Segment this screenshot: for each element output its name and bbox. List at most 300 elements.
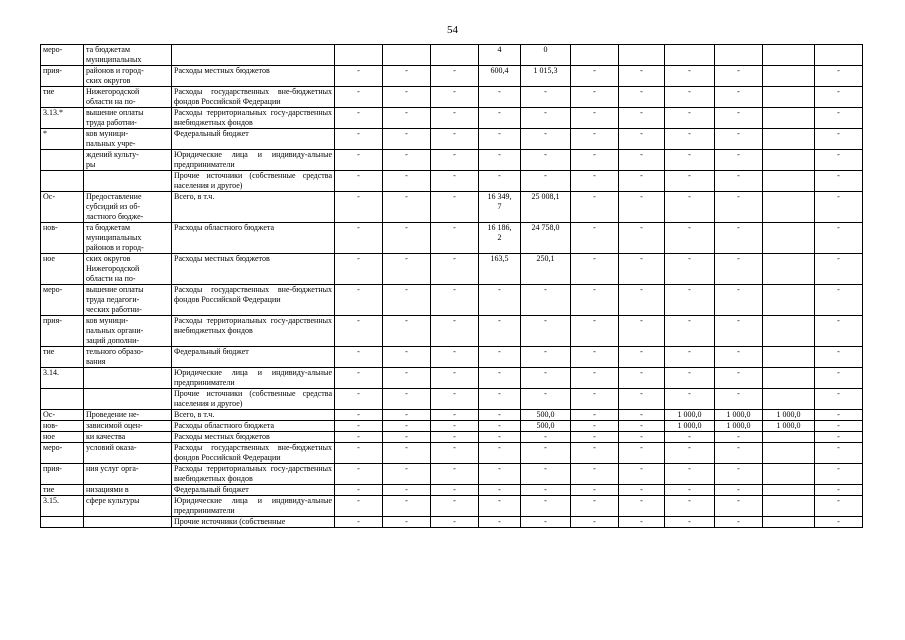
value-cell [521, 171, 571, 192]
value-cell [335, 66, 383, 87]
cell-line: - [593, 496, 596, 505]
value-cell [431, 347, 479, 368]
measure-title-cell [84, 129, 172, 150]
value-cell [815, 171, 863, 192]
cell-line: районов и город- [86, 66, 144, 75]
value-cell [571, 66, 619, 87]
cell-line: Проведение не- [86, 410, 140, 419]
cell-line: - [593, 517, 596, 526]
cell-line: - [837, 192, 840, 201]
cell-line: - [837, 517, 840, 526]
value-cell [479, 485, 521, 496]
cell-line: та бюджетам [86, 45, 131, 54]
value-cell [479, 517, 521, 528]
value-cell [665, 150, 715, 171]
funding-source-cell: Расходы государственных вне-бюджетных фондов Российской Федерации [172, 443, 335, 464]
value-cell [763, 45, 815, 66]
value-cell [479, 316, 521, 347]
cell-line: - [453, 464, 456, 473]
table-row [41, 421, 863, 432]
cell-line: - [453, 421, 456, 430]
value-cell [619, 389, 665, 410]
cell-line: - [498, 496, 501, 505]
value-cell [715, 347, 763, 368]
value-cell [665, 443, 715, 464]
cell-line: - [688, 485, 691, 494]
value-cell [763, 410, 815, 421]
cell-line: вания [86, 357, 106, 366]
value-cell [665, 45, 715, 66]
value-cell [431, 368, 479, 389]
table-row [41, 192, 863, 223]
value-cell [521, 223, 571, 254]
funding-source-cell: Расходы территориальных госу-дарственных внебюджетных фондов [172, 316, 335, 347]
measure-title-cell [84, 443, 172, 464]
cell-line: - [544, 316, 547, 325]
cell-line: - [593, 464, 596, 473]
cell-line: - [593, 285, 596, 294]
value-cell [815, 432, 863, 443]
value-cell [715, 45, 763, 66]
value-cell [815, 108, 863, 129]
value-cell [815, 223, 863, 254]
cell-line: - [737, 347, 740, 356]
value-cell [763, 316, 815, 347]
cell-line: 500,0 [536, 421, 555, 430]
cell-line: 1 000,0 [677, 410, 702, 419]
value-cell [815, 129, 863, 150]
value-cell [571, 517, 619, 528]
value-cell [431, 108, 479, 129]
cell-line: - [405, 389, 408, 398]
cell-line: - [405, 129, 408, 138]
funding-source-cell: Расходы областного бюджета [172, 421, 335, 432]
cell-line: - [405, 368, 408, 377]
cell-line: 600,4 [490, 66, 509, 75]
cell-line: - [357, 316, 360, 325]
value-cell [571, 368, 619, 389]
cell-line: - [688, 347, 691, 356]
cell-line: нов- [43, 223, 58, 232]
value-cell [383, 45, 431, 66]
cell-line: ки качества [86, 432, 126, 441]
cell-line: - [357, 347, 360, 356]
measure-title-cell [84, 389, 172, 410]
cell-line: - [837, 129, 840, 138]
value-cell [521, 443, 571, 464]
cell-line: - [593, 171, 596, 180]
value-cell [715, 285, 763, 316]
cell-line: - [688, 66, 691, 75]
cell-line: 24 758,0 [531, 223, 560, 232]
cell-line: - [453, 192, 456, 201]
value-cell [431, 150, 479, 171]
value-cell [335, 192, 383, 223]
cell-line: - [544, 389, 547, 398]
cell-line: - [640, 389, 643, 398]
cell-line: - [737, 368, 740, 377]
value-cell [571, 464, 619, 485]
cell-line: - [453, 432, 456, 441]
measure-id-cell [41, 87, 84, 108]
cell-line: - [640, 464, 643, 473]
value-cell [479, 347, 521, 368]
cell-line: - [357, 254, 360, 263]
cell-line: - [357, 421, 360, 430]
cell-line: Нижегородской [86, 87, 140, 96]
cell-line: - [737, 171, 740, 180]
value-cell [715, 421, 763, 432]
measure-title-cell [84, 66, 172, 87]
value-cell [479, 432, 521, 443]
cell-line: - [453, 389, 456, 398]
value-cell [619, 108, 665, 129]
cell-line: тие [43, 485, 55, 494]
cell-line: - [498, 108, 501, 117]
value-cell [335, 443, 383, 464]
cell-line: - [544, 485, 547, 494]
cell-line: - [357, 464, 360, 473]
measure-title-cell [84, 421, 172, 432]
value-cell [763, 129, 815, 150]
cell-line: - [688, 129, 691, 138]
cell-line: ских округов [86, 254, 131, 263]
value-cell [619, 443, 665, 464]
value-cell [815, 285, 863, 316]
cell-line: - [593, 108, 596, 117]
cell-line: - [544, 347, 547, 356]
cell-line: - [837, 150, 840, 159]
value-cell [619, 223, 665, 254]
value-cell [715, 443, 763, 464]
table-row [41, 368, 863, 389]
measure-id-cell [41, 347, 84, 368]
value-cell [619, 285, 665, 316]
measure-id-cell [41, 108, 84, 129]
cell-line: сфере культуры [86, 496, 140, 505]
cell-line: тельного образо- [86, 347, 144, 356]
cell-line: - [405, 87, 408, 96]
value-cell [383, 517, 431, 528]
cell-line: труда педагоги- [86, 295, 140, 304]
value-cell [383, 485, 431, 496]
value-cell [431, 192, 479, 223]
cell-line: - [640, 316, 643, 325]
cell-line: - [688, 496, 691, 505]
cell-line: - [837, 410, 840, 419]
cell-line: - [593, 432, 596, 441]
cell-line: - [837, 316, 840, 325]
cell-line: - [640, 171, 643, 180]
value-cell [715, 223, 763, 254]
value-cell [479, 129, 521, 150]
value-cell [665, 223, 715, 254]
cell-line: - [544, 171, 547, 180]
value-cell [815, 389, 863, 410]
value-cell [619, 87, 665, 108]
cell-line: - [837, 108, 840, 117]
cell-line: - [405, 108, 408, 117]
value-cell [715, 254, 763, 285]
table-row [41, 66, 863, 87]
value-cell [521, 464, 571, 485]
cell-line: - [357, 496, 360, 505]
cell-line: - [453, 129, 456, 138]
value-cell [715, 150, 763, 171]
cell-line: ческих работни- [86, 305, 142, 314]
value-cell [383, 192, 431, 223]
cell-line: - [453, 150, 456, 159]
value-cell [521, 87, 571, 108]
cell-line: - [837, 171, 840, 180]
value-cell [763, 171, 815, 192]
table-row [41, 285, 863, 316]
cell-line: - [453, 410, 456, 419]
value-cell [619, 316, 665, 347]
value-cell [763, 485, 815, 496]
cell-line: низациями в [86, 485, 129, 494]
value-cell [383, 223, 431, 254]
value-cell [479, 45, 521, 66]
cell-line: - [498, 368, 501, 377]
cell-line: тие [43, 347, 55, 356]
value-cell [815, 496, 863, 517]
cell-line: - [688, 254, 691, 263]
measure-id-cell [41, 421, 84, 432]
value-cell [383, 368, 431, 389]
measure-title-cell [84, 485, 172, 496]
cell-line: - [688, 192, 691, 201]
cell-line: прия- [43, 66, 62, 75]
value-cell [665, 316, 715, 347]
cell-line: - [688, 368, 691, 377]
cell-line: - [453, 316, 456, 325]
value-cell [665, 347, 715, 368]
measure-id-cell [41, 129, 84, 150]
value-cell [665, 432, 715, 443]
value-cell [815, 443, 863, 464]
cell-line: - [498, 316, 501, 325]
cell-line: - [737, 464, 740, 473]
cell-line: ждений культу- [86, 150, 139, 159]
measure-title-cell [84, 517, 172, 528]
measure-title-cell [84, 285, 172, 316]
cell-line: - [737, 254, 740, 263]
cell-line: - [357, 517, 360, 526]
cell-line: - [405, 254, 408, 263]
cell-line: ластного бюдже- [86, 212, 144, 221]
value-cell [431, 171, 479, 192]
cell-line: - [405, 517, 408, 526]
value-cell [715, 171, 763, 192]
measure-id-cell [41, 517, 84, 528]
value-cell [431, 410, 479, 421]
value-cell [815, 410, 863, 421]
value-cell [431, 129, 479, 150]
cell-line: ния услуг орга- [86, 464, 139, 473]
value-cell [665, 421, 715, 432]
table-row [41, 87, 863, 108]
cell-line: - [453, 485, 456, 494]
value-cell [665, 368, 715, 389]
value-cell [763, 421, 815, 432]
value-cell [335, 347, 383, 368]
funding-source-cell: Расходы местных бюджетов [172, 254, 335, 285]
value-cell [619, 192, 665, 223]
cell-line: 16 349, [487, 192, 512, 201]
value-cell [383, 66, 431, 87]
value-cell [619, 171, 665, 192]
cell-line: Предоставление [86, 192, 142, 201]
value-cell [665, 464, 715, 485]
cell-line: - [640, 87, 643, 96]
cell-line: - [640, 223, 643, 232]
measure-id-cell [41, 389, 84, 410]
value-cell [521, 316, 571, 347]
cell-line: - [737, 496, 740, 505]
measure-title-cell [84, 254, 172, 285]
cell-line: - [688, 87, 691, 96]
measure-title-cell [84, 108, 172, 129]
cell-line: - [640, 347, 643, 356]
measure-id-cell [41, 171, 84, 192]
value-cell [383, 129, 431, 150]
cell-line: 3.15. [43, 496, 59, 505]
cell-line: - [640, 108, 643, 117]
measure-id-cell [41, 192, 84, 223]
funding-source-cell: Федеральный бюджет [172, 485, 335, 496]
funding-source-cell: Юридические лица и индивиду-альные предприниматели [172, 150, 335, 171]
cell-line: меро- [43, 285, 63, 294]
cell-line: - [593, 150, 596, 159]
value-cell [715, 129, 763, 150]
value-cell [665, 285, 715, 316]
cell-line: - [737, 129, 740, 138]
value-cell [431, 517, 479, 528]
cell-line: - [737, 389, 740, 398]
value-cell [383, 432, 431, 443]
value-cell [715, 496, 763, 517]
cell-line: - [498, 485, 501, 494]
cell-line: - [453, 223, 456, 232]
measure-title-cell [84, 410, 172, 421]
funding-source-cell: Расходы государственных вне-бюджетных фондов Российской Федерации [172, 285, 335, 316]
value-cell [383, 464, 431, 485]
value-cell [335, 108, 383, 129]
value-cell [335, 150, 383, 171]
cell-line: - [357, 485, 360, 494]
cell-line: - [737, 485, 740, 494]
table-row [41, 108, 863, 129]
cell-line: - [357, 368, 360, 377]
funding-source-cell: Расходы местных бюджетов [172, 66, 335, 87]
value-cell [431, 432, 479, 443]
cell-line: вышение оплаты [86, 285, 144, 294]
cell-line: * [43, 129, 47, 138]
value-cell [571, 150, 619, 171]
value-cell [715, 66, 763, 87]
value-cell [571, 496, 619, 517]
cell-line: 1 000,0 [726, 421, 751, 430]
value-cell [479, 464, 521, 485]
value-cell [763, 443, 815, 464]
cell-line: 1 000,0 [776, 410, 801, 419]
value-cell [431, 464, 479, 485]
value-cell [521, 192, 571, 223]
value-cell [521, 150, 571, 171]
cell-line: - [593, 389, 596, 398]
cell-line: - [737, 108, 740, 117]
measure-id-cell [41, 316, 84, 347]
cell-line: - [498, 347, 501, 356]
value-cell [431, 421, 479, 432]
cell-line: - [837, 421, 840, 430]
cell-line: - [405, 316, 408, 325]
funding-source-cell: Расходы территориальных госу-дарственных внебюджетных фондов [172, 464, 335, 485]
value-cell [335, 171, 383, 192]
cell-line: области на по- [86, 97, 136, 106]
value-cell [479, 254, 521, 285]
cell-line: 25 008,1 [531, 192, 560, 201]
cell-line: тие [43, 87, 55, 96]
cell-line: - [357, 129, 360, 138]
value-cell [383, 285, 431, 316]
cell-line: - [405, 171, 408, 180]
value-cell [763, 496, 815, 517]
funding-source-cell: Юридические лица и индивиду-альные предприниматели [172, 368, 335, 389]
value-cell [815, 66, 863, 87]
value-cell [763, 285, 815, 316]
value-cell [383, 443, 431, 464]
value-cell [665, 496, 715, 517]
value-cell [571, 285, 619, 316]
cell-line: - [405, 192, 408, 201]
value-cell [521, 421, 571, 432]
value-cell [335, 464, 383, 485]
cell-line: - [453, 254, 456, 263]
value-cell [479, 66, 521, 87]
cell-line: 1 015,3 [533, 66, 558, 75]
value-cell [619, 432, 665, 443]
cell-line: - [688, 443, 691, 452]
cell-line: - [357, 87, 360, 96]
value-cell [335, 223, 383, 254]
value-cell [335, 517, 383, 528]
cell-line: - [688, 285, 691, 294]
value-cell [815, 316, 863, 347]
cell-line: муниципальных [86, 55, 142, 64]
value-cell [571, 223, 619, 254]
value-cell [619, 410, 665, 421]
cell-line: - [544, 443, 547, 452]
cell-line: прия- [43, 464, 62, 473]
cell-line: ное [43, 254, 55, 263]
funding-source-cell: Расходы местных бюджетов [172, 432, 335, 443]
value-cell [431, 254, 479, 285]
measure-title-cell [84, 496, 172, 517]
value-cell [619, 254, 665, 285]
value-cell [571, 432, 619, 443]
value-cell [763, 432, 815, 443]
value-cell [521, 347, 571, 368]
value-cell [335, 496, 383, 517]
funding-source-cell: Всего, в т.ч. [172, 410, 335, 421]
cell-line: - [498, 443, 501, 452]
value-cell [521, 496, 571, 517]
cell-line: - [405, 432, 408, 441]
cell-line: 250,1 [536, 254, 555, 263]
value-cell [763, 87, 815, 108]
